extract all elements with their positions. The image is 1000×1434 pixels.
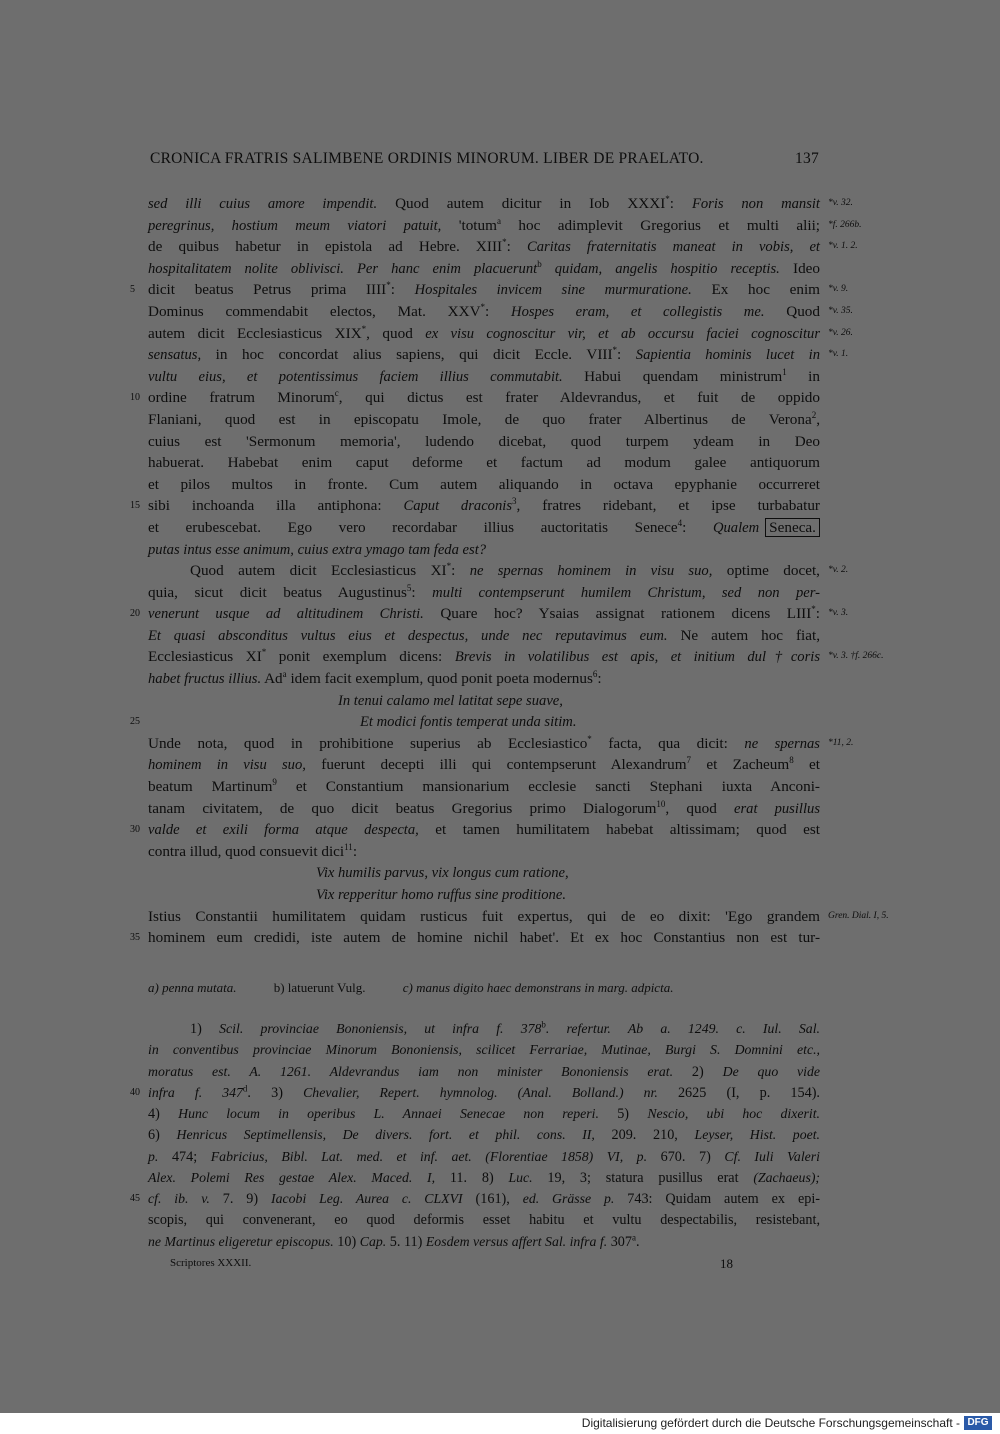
text-run: valde et exili forma atque despecta, [148,822,419,839]
footnote-line [130,1082,820,1103]
text-run: cuius est 'Sermonum memoria', ludendo dicebat, quod turpem ydeam in Deo [148,432,820,450]
text-run: optime docet, [712,562,820,580]
text-line [148,474,820,496]
text-run: : [617,346,636,364]
text-run: 474; [158,1148,211,1165]
text-run: 670. 7) [647,1148,725,1165]
text-run: : [451,562,470,580]
text-run: , quod [366,324,426,342]
margin-reference: *v. 3. †f. 266c. [828,651,884,662]
text-run: , qui dictus est frater Aldevrandus, et fuit de oppido [338,389,820,407]
text-run: habet fructus illius. [148,671,262,688]
text-line [148,452,820,474]
text-run: scopis, qui convenerant, eo quod deformis esset habitu et vultu despectabilis, resistebant, [148,1211,820,1228]
text-run: Ecclesiasticus XI [148,648,262,666]
text-run: ex visu cognoscitur vir, et ab occursu faciei cognoscitur [425,325,821,342]
text-run: Quod [764,302,820,320]
note-reference: a [631,1232,636,1243]
text-run: moratus est. A. 1261. Aldevrandus iam non minister Bononiensis erat. [148,1063,674,1079]
line-number: 40 [130,1086,140,1098]
note-reference: 8 [789,755,794,766]
running-header [150,150,820,168]
text-line [148,258,820,280]
digitization-bar [0,1413,1000,1434]
text-run: quidam, angelis hospitio receptis. [541,260,780,277]
text-run: hominem eum credidi, iste autem de homine nichil habet'. Et ex hoc Constantius non est tur- [148,929,820,947]
text-line [148,193,853,215]
text-line [148,215,862,237]
header-title: CRONICA FRATRIS SALIMBENE ORDINIS MINORUM. LIBER DE PRAELATO. [150,150,704,167]
text-run: : [506,238,527,256]
text-run: sensatus, [148,347,202,364]
text-line [148,798,820,820]
text-run: ponit exemplum dicens: [266,648,455,666]
note-reference: 3 [512,496,517,507]
text-run: sibi inchoanda illa antiphona: [148,497,404,515]
text-run: . 3) [247,1084,304,1101]
text-run: fuerunt decepti illi qui contempserunt Alexandrum [305,756,687,774]
text-run: 2625 (I, p. 154). [657,1084,820,1101]
text-run: Dominus commendabit electos, Mat. XXV [148,302,481,320]
text-run: idem facit exemplum, quod ponit poeta modernus [286,670,593,688]
text-run: et Zacheum [691,756,790,774]
text-run: et pilos multos in fronte. Cum autem aliquando in octava epyphanie occurreret [148,475,820,493]
text-run: venerunt usque ad altitudinem Christi. [148,606,424,623]
text-run: Brevis in volatilibus est apis, et initium dul†coris [454,649,821,666]
text-line [148,862,820,884]
text-run: et erubescebat. Ego vero recordabar illius auctoritatis Senece [148,518,678,536]
note-reference: 4 [677,517,683,528]
footnote-line [130,1188,821,1209]
text-line [130,819,820,841]
text-run: : [682,518,713,536]
margin-reference: *f. 266b. [828,219,862,230]
text-run: in [786,367,820,385]
text-line [148,690,820,712]
text-run: Unde nota, quod in prohibitione superius ab Ecclesiastico [148,734,588,752]
text-run: Foris non mansit [691,196,820,212]
footnotes [130,1018,821,1252]
note-reference: 1 [782,366,787,377]
text-run: Luc. [508,1170,533,1186]
text-run: Cf. Iuli Valeri [724,1148,820,1164]
text-line [148,323,853,345]
margin-reference: *v. 32. [828,198,853,208]
text-run: Cap. [359,1233,387,1249]
text-run: 209. 210, [594,1127,695,1144]
text-run: In tenui calamo mel latitat sepe suave, [338,692,563,709]
margin-reference: *v. 1. 2. [828,241,858,252]
footnote-line [148,1231,820,1252]
text-run: 2) [673,1063,723,1080]
text-run: hoc adimplevit Gregorius et multi alii; [500,216,821,234]
text-run: Leyser, Hist. poet. [694,1127,820,1143]
text-run: Quare hoc? Ysaias assignat rationem dicens LIII [423,605,812,623]
text-run: Alex. Polemi Res gestae Alex. Maced. I, [148,1170,436,1186]
text-run: Iacobi Leg. Aurea c. CLXVI [271,1191,463,1207]
margin-reference: *v. 2. [828,565,849,576]
text-run: Flaniani, quod est in episcopatu Imole, de quo frater Albertinus de Verona [148,410,812,428]
text-run: infra f. 347 [148,1084,243,1100]
apparatus-note-a: a) penna mutata. [148,980,237,995]
text-run: 19, 3; statura pusillus erat [532,1170,754,1187]
text-line [130,279,849,301]
text-run: Chevalier, Repert. hymnolog. (Anal. Bolland.) nr. [303,1084,658,1100]
note-reference: * [502,237,507,248]
text-run: Qualem [712,519,760,536]
note-reference: a [282,669,287,679]
text-line [148,560,849,582]
note-reference: b [541,1019,546,1030]
text-run: beatum Martinum [148,778,273,796]
note-reference: c [334,388,339,399]
note-reference: * [811,604,816,615]
text-run: , fratres ridebant, et ipse turbabatur [516,497,820,515]
text-line [130,711,820,733]
margin-reference: *v. 9. [828,284,849,295]
text-run: 5. 11) [386,1233,426,1250]
text-run: Scil. provinciae Bononiensis, ut infra f. 378 [219,1021,542,1036]
text-line [148,431,820,453]
text-run: 4) [148,1106,179,1123]
text-run: multi contempserunt humilem Christum, sed non per- [432,584,820,601]
line-number: 10 [130,392,140,404]
text-run: 7. 9) [209,1191,272,1208]
text-run: Caput draconis [403,498,512,515]
note-reference: d [242,1083,248,1094]
text-run: et [793,756,821,774]
note-reference: * [386,280,391,291]
text-run: Fabricius, Bibl. Lat. med. et inf. aet. (Florentiae 1858) VI, p. [210,1148,648,1164]
text-run: peregrinus, hostium meum viatori patuit, [148,217,442,234]
footnote-line [148,1210,820,1231]
text-line [130,495,820,517]
footnote-line [148,1124,820,1145]
text-run: 11. 8) [435,1170,509,1187]
note-reference: 9 [272,776,277,787]
note-reference: 10 [656,798,666,809]
text-line [148,754,820,776]
text-run: Habui quendam ministrum [562,367,783,385]
note-reference: * [361,323,367,334]
text-line [148,668,820,690]
text-run: ne spernas [744,735,820,752]
text-run: habuerat. Habebat enim caput deforme et factum ad modum galee antiquorum [148,454,820,472]
text-run: Nescio, ubi hoc dixerit. [647,1106,820,1122]
note-reference: 7 [686,755,692,766]
note-reference: * [446,561,452,572]
apparatus-note-b: b) latuerunt Vulg. [273,980,366,995]
text-run: 'totum [441,216,497,234]
text-run: hominem in visu suo, [148,757,306,774]
line-number: 20 [130,608,140,620]
text-run: p. [148,1148,159,1164]
text-run: Quod autem dicitur in Iob XXXI [377,195,666,212]
footnote-line [148,1018,820,1039]
text-run: 5) [598,1106,648,1123]
text-run: Ad [261,670,283,688]
text-run: ed. Grässe p. [522,1191,615,1207]
text-run: Et quasi absconditus vultus eius et despectus, unde nec reputavimus eum. [148,627,668,644]
text-run: tanam civitatem, de quo dicit beatus Gregorius primo Dialogorum [148,799,657,817]
text-line [148,409,820,431]
text-line [148,582,820,604]
footnote-line [148,1039,820,1060]
text-run: in hoc concordat alius sapiens, qui dicit Eccle. VIII [201,346,613,364]
footnote-line [148,1103,820,1124]
text-line [148,539,820,561]
footnote-line [148,1146,820,1167]
margin-reference: *11, 2. [828,737,854,748]
text-run: Sapientia hominis lucet in [635,347,820,364]
note-reference: 6 [592,669,598,679]
text-run: Ne autem hoc fiat, [667,626,820,644]
line-number: 35 [130,932,140,944]
text-run: . refertur. Ab a. 1249. c. Iul. Sal. [545,1021,820,1036]
text-line [148,646,884,668]
text-run: sed illi cuius amore impendit. [148,196,378,212]
sheet-signature: 18 [720,1256,733,1271]
text-line [130,387,820,409]
footnote-line [148,1061,820,1082]
text-run: de quibus habetur in epistola ad Hebre. XIII [148,238,503,256]
note-reference: * [587,733,592,744]
main-text [130,193,889,949]
text-run: . [635,1233,640,1250]
text-run: 1) [190,1021,220,1037]
note-reference: b [537,258,542,269]
note-reference: * [480,301,486,312]
text-run: : [390,281,415,299]
text-line [148,776,820,798]
note-reference: * [665,193,670,204]
margin-reference: *v. 3. [828,608,849,619]
critical-apparatus [148,980,820,996]
note-reference: * [612,345,618,356]
text-run: , [816,410,820,428]
text-run: ne Martinus eligeretur episcopus. [148,1233,334,1249]
text-run: Hunc locum in operibus L. Annaei Senecae non reperi. [178,1106,599,1122]
text-run: : [597,670,602,688]
text-run: (161), [462,1191,523,1208]
text-run: facta, qua dicit: [591,734,745,752]
funding-credit: Digitalisierung gefördert durch die Deutsche Forschungsgemeinschaft - [581,1416,960,1430]
text-line [148,884,820,906]
text-run: : [485,302,512,320]
text-run: contra illud, quod consuevit dici [148,842,345,860]
text-run: 6) [148,1127,177,1144]
text-run: Ideo [779,259,820,277]
text-run: : [815,605,820,623]
text-run: et Constantium mansionarium ecclesie sancti Stephani iuxta Anconi- [276,778,820,796]
text-run: et tamen humilitatem habebat altissimam; quod est [418,821,820,839]
text-run: putas intus esse animum, cuius extra ymago tam feda est? [148,541,487,558]
line-number: 30 [130,824,140,836]
text-run: Henricus Septimellensis, De divers. fort. et phil. cons. II, [176,1127,595,1143]
text-line [148,236,858,258]
text-run: quia, sicut dicit beatus Augustinus [148,583,407,601]
apparatus-note-c: c) manus digito haec demonstrans in marg. adpicta. [402,980,674,995]
text-run: in conventibus provinciae Minorum Bononiensis, scilicet Ferrariae, Mutinae, Burgi S. Domnini etc., [148,1042,820,1058]
text-run: vultu eius, et potentissimus faciem illius commutabit. [148,368,563,385]
note-reference: * [261,647,267,658]
text-run: Istius Constantii humilitatem quidam rusticus fuit expertus, qui de eo dixit: 'Ego grandem [148,907,820,925]
text-run: dicit beatus Petrus prima IIII [148,281,387,299]
line-number: 25 [130,716,140,728]
dfg-logo: DFG [964,1416,992,1430]
text-line [148,906,889,928]
page-number: 137 [795,150,819,167]
text-line [130,927,820,949]
text-line [148,625,820,647]
text-run: Vix humilis parvus, vix longus cum ratione, [316,865,569,882]
text-line [148,301,853,323]
text-run: Hospitales invicem sine murmuratione. [414,282,692,299]
text-line [148,841,820,863]
text-run: autem dicit Ecclesiasticus XIX [148,324,362,342]
margin-reference: Gren. Dial. I, 5. [828,910,889,921]
line-number: 15 [130,500,140,512]
text-run: : [411,583,433,601]
text-run: Hospes eram, et collegistis me. [511,303,765,320]
margin-reference: *v. 1. [828,349,849,360]
margin-citation-seneca: Seneca. [765,518,820,537]
margin-reference: *v. 35. [828,305,853,316]
note-reference: 2 [811,409,817,420]
text-run: : [669,195,692,212]
text-line [130,603,849,625]
note-reference: 5 [406,582,412,593]
text-run: cf. ib. v. [148,1191,210,1207]
text-run: 307 [607,1233,632,1250]
text-run: erat pusillus [734,800,820,817]
text-run: (Zachaeus); [753,1170,821,1186]
line-number: 45 [130,1193,140,1205]
text-run: De quo vide [722,1063,820,1079]
text-run: ne spernas hominem in visu suo, [469,563,713,580]
text-run: , quod [665,799,735,817]
footnote-line [148,1167,820,1188]
series-label: Scriptores XXXII. [170,1257,252,1269]
text-line [148,517,820,539]
page-footer [170,1256,733,1271]
text-run: Vix repperitur homo ruffus sine proditione. [316,887,566,903]
text-run: hospitalitatem nolite oblivisci. Per hanc enim placuerunt [148,260,538,277]
note-reference: 11 [344,841,353,852]
text-line [148,344,849,366]
text-run: Quod autem dicit Ecclesiasticus XI [190,562,447,580]
text-run: : [352,842,358,860]
text-run: Et modici fontis temperat unda sitim. [360,714,577,731]
margin-reference: *v. 26. [828,327,853,338]
line-number: 5 [130,284,135,296]
text-run: Eosdem versus affert Sal. infra f. [425,1233,608,1249]
text-run: Ex hoc enim [691,281,821,299]
text-line [148,366,820,388]
text-run: ordine fratrum Minorum [148,389,335,407]
text-run: 743: Quidam autem ex epi- [614,1191,821,1208]
text-run: 10) [333,1233,360,1250]
note-reference: a [496,215,501,226]
text-run: Caritas fraternitatis maneat in vobis, et [526,239,820,256]
text-line [148,733,854,755]
